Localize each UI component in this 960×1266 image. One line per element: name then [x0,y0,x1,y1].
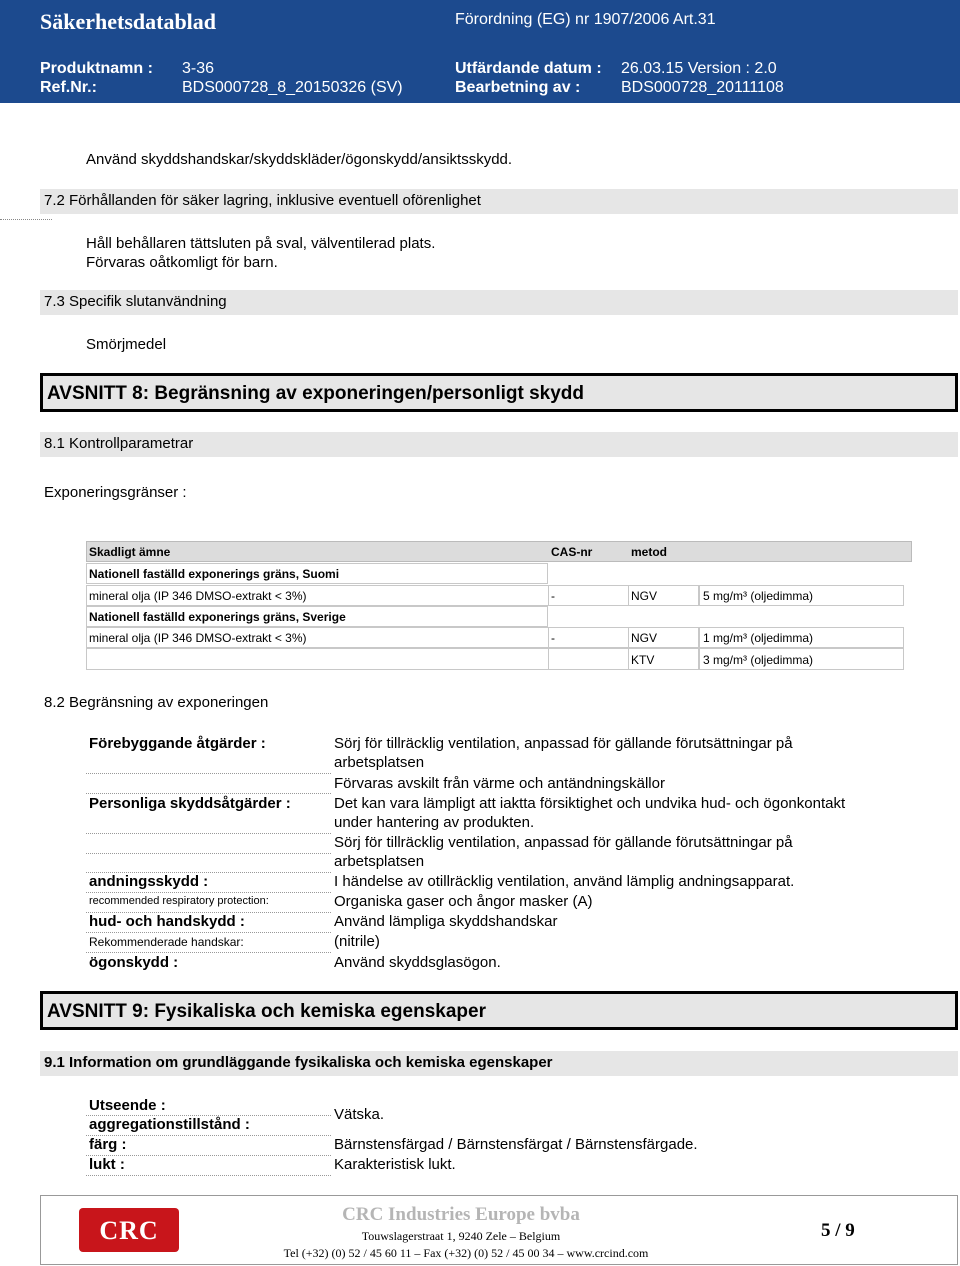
regulation-reference: Förordning (EG) nr 1907/2006 Art.31 [455,11,716,28]
issue-date-value: 26.03.15 Version : 2.0 [621,60,777,77]
section-9-title: AVSNITT 9: Fysikaliska och kemiska egenskaper [47,1001,486,1022]
ref-number-value: BDS000728_8_20150326 (SV) [182,79,403,96]
section-8-1-heading [40,432,958,457]
preventive-1a: Sörj för tillräcklig ventilation, anpassad för gällande förutsättningar på [334,735,793,752]
table-header-row [86,541,912,562]
section-7-2-title: 7.2 Förhållanden för säker lagring, inklusive eventuell oförenlighet [44,192,481,209]
row-se1-value: 1 mg/m³ (oljedimma) [703,631,814,645]
protection-instruction: Använd skyddshandskar/skyddskläder/ögonskydd/ansiktsskydd. [86,151,513,168]
crc-logo [79,1208,179,1252]
col-header-method: metod [631,545,667,559]
eye-protection-label: ögonskydd : [89,954,179,971]
company-name: CRC Industries Europe bvba [342,1204,580,1225]
row-divider [86,932,331,933]
product-info-bar [0,47,960,103]
table-cell-divider [548,585,629,606]
recommended-gloves-label: Rekommenderade handskar: [89,935,244,949]
personal-label: Personliga skyddsåtgärder : [89,795,291,812]
table-cell-divider [698,585,700,606]
row-fi-value: 5 mg/m³ (oljedimma) [703,589,814,603]
hand-protection-label: hud- och handskydd : [89,913,245,930]
section-8-title: AVSNITT 8: Begränsning av exponeringen/personligt skydd [47,383,585,404]
document-title: Säkerhetsdatablad [40,9,217,34]
row-divider [86,892,331,893]
row-se1-method: NGV [631,631,658,645]
storage-line-2: Förvaras oåtkomligt för barn. [86,254,278,271]
row-fi-cas: - [551,589,555,603]
preventive-1b: arbetsplatsen [334,754,425,771]
respiratory-value: I händelse av otillräcklig ventilation, använd lämplig andningsapparat. [334,873,795,890]
section-7-3-title: 7.3 Specifik slutanvändning [44,293,227,310]
personal-2a: Sörj för tillräcklig ventilation, anpassad för gällande förutsättningar på [334,834,793,851]
state-label: aggregationstillstånd : [89,1116,250,1133]
exposure-limits-label: Exponeringsgränser : [44,484,187,501]
col-header-cas: CAS-nr [551,545,593,559]
section-9-1-title: 9.1 Information om grundläggande fysikaliska och kemiska egenskaper [44,1054,553,1071]
document-header [0,0,960,47]
row-divider [86,773,331,774]
issue-date-label: Utfärdande datum : [455,60,602,77]
section-7-2-heading [40,189,958,214]
preventive-2: Förvaras avskilt från värme och antändningskällor [334,775,665,792]
group-finland: Nationell faställd exponerings gräns, Suomi [89,567,340,581]
section-8-1-title: 8.1 Kontrollparametrar [44,435,194,452]
section-9-1-heading [40,1051,958,1076]
row-se2-method: KTV [631,653,655,667]
state-value: Vätska. [334,1106,385,1123]
page-number: 5 / 9 [821,1220,855,1241]
personal-2b: arbetsplatsen [334,853,425,870]
row-divider [86,1175,331,1176]
row-fi-method: NGV [631,589,658,603]
row-divider [86,793,331,794]
eye-protection-value: Använd skyddsglasögon. [334,954,501,971]
row-fi-substance: mineral olja (IP 346 DMSO-extrakt < 3%) [89,589,307,603]
row-divider [86,833,331,834]
company-contact: Tel (+32) (0) 52 / 45 60 11 – Fax (+32) (0) 52 / 45 00 34 – www.crcind.com [283,1246,649,1260]
section-8-2-title: 8.2 Begränsning av exponeringen [44,694,269,711]
personal-1a: Det kan vara lämpligt att iaktta försiktighet och undvika hud- och ögonkontakt [334,795,846,812]
row-divider [86,853,331,854]
page-footer [40,1195,958,1265]
recommended-gloves-value: (nitrile) [334,933,380,950]
section-8-banner [40,373,958,412]
color-label: färg : [89,1136,127,1153]
col-header-substance: Skadligt ämne [89,545,171,559]
color-value: Bärnstensfärgad / Bärnstensfärgat / Bärnstensfärgade. [334,1136,698,1153]
end-use-text: Smörjmedel [86,336,167,353]
row-se1-substance: mineral olja (IP 346 DMSO-extrakt < 3%) [89,631,307,645]
row-divider [86,952,331,953]
preventive-label: Förebyggande åtgärder : [89,735,266,752]
revision-label: Bearbetning av : [455,79,581,96]
recommended-respiratory-label: recommended respiratory protection: [89,895,269,907]
ref-number-label: Ref.Nr.: [40,79,97,96]
product-name-label: Produktnamn : [40,60,153,77]
respiratory-label: andningsskydd : [89,873,209,890]
odor-label: lukt : [89,1156,125,1173]
revision-value: BDS000728_20111108 [621,79,784,96]
odor-value: Karakteristisk lukt. [334,1156,456,1173]
recommended-respiratory-value: Organiska gaser och ångor masker (A) [334,893,593,910]
divider [0,219,52,220]
storage-line-1: Håll behållaren tättsluten på sval, välventilerad plats. [86,235,436,252]
logo-text: CRC [99,1216,159,1245]
section-9-banner [40,991,958,1030]
hand-protection-value: Använd lämpliga skyddshandskar [334,913,558,930]
group-sweden: Nationell faställd exponerings gräns, Sverige [89,610,346,624]
product-name-value: 3-36 [182,60,215,77]
row-se1-cas: - [551,631,555,645]
company-address: Touwslagerstraat 1, 9240 Zele – Belgium [361,1229,561,1243]
row-se2-value: 3 mg/m³ (oljedimma) [703,653,814,667]
section-7-3-heading [40,290,958,315]
personal-1b: under hantering av produkten. [334,814,535,831]
appearance-label: Utseende : [89,1097,166,1114]
